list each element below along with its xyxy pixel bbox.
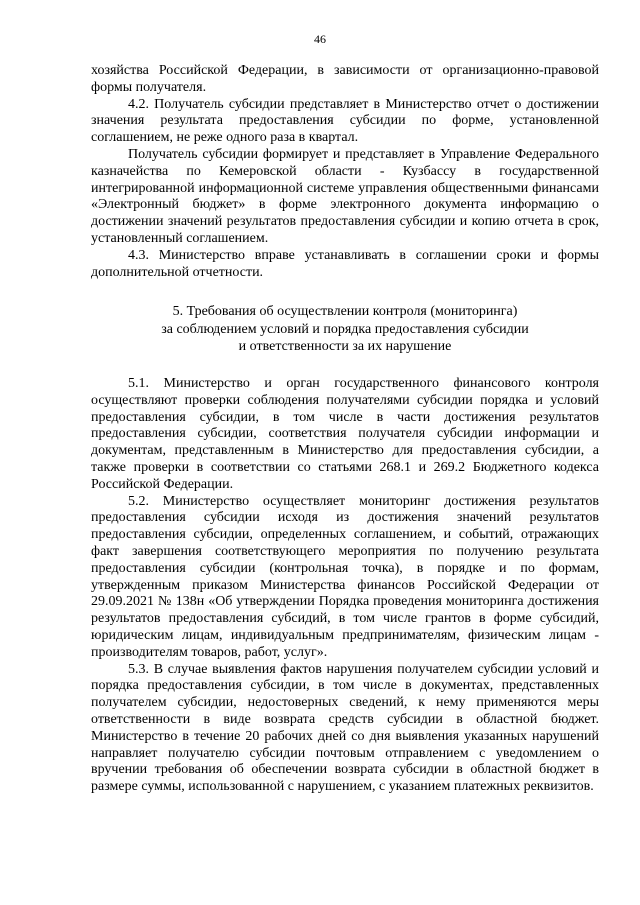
section-heading-line: 5. Требования об осуществлении контроля (мониторинга)	[172, 304, 518, 320]
document-body	[91, 63, 599, 796]
paragraph-5-2: 5.2. Министерство осуществляет мониторинг достижения результатов предоставления субсидии исходя из достижения значений результатов предоставления субсидии, определенных соглашением, и событий, отражающих факт завершения соответствующего мероприятия по получению результата предоставления субсидии (контрольная точка), в порядке и по формам, утвержденным приказом Министерства финансов Российской Федерации от 29.09.2021 № 138н «Об утверждении Порядка проведения мониторинга достижения результатов предоставления субсидий, в том числе грантов в форме субсидий, юридическим лицам, индивидуальным предпринимателям, физическим лицам - производителям товаров, работ, услуг».	[91, 493, 599, 660]
paragraph-4-2: 4.2. Получатель субсидии представляет в Министерство отчет о достижении значения результата предоставления субсидии по форме, установленной соглашением, не реже одного раза в квартал.	[91, 96, 599, 146]
paragraph-5-3: 5.3. В случае выявления фактов нарушения получателем субсидии условий и порядка предоставления субсидии, в том числе в документах, представленных получателем субсидии, недостоверных сведений, к нему применяются меры ответственности в виде возврата средств субсидии в областной бюджет. Министерство в течение 20 рабочих дней со дня выявления указанных нарушений направляет получателю субсидии почтовым отправлением с уведомлением о вручении требования об обеспечении возврата субсидии в областной бюджет в размере суммы, использованной с нарушением, с указанием платежных реквизитов.	[91, 661, 599, 795]
paragraph-5-1: 5.1. Министерство и орган государственного финансового контроля осуществляют проверки соблюдения получателями субсидии порядка и условий предоставления субсидии, в том числе в части достижения результатов предоставления субсидии, соответствия получателя субсидии информации и документам, представленным в Министерство для предоставления субсидии, а также проверки в соответствии со статьями 268.1 и 269.2 Бюджетного кодекса Российской Федерации.	[91, 375, 599, 492]
paragraph-continuation: хозяйства Российской Федерации, в зависимости от организационно-правовой формы получателя.	[91, 63, 599, 95]
paragraph-4-3: 4.3. Министерство вправе устанавливать в соглашении сроки и формы дополнительной отчетности.	[91, 247, 599, 280]
section-heading-line: и ответственности за их нарушение	[238, 338, 452, 354]
page-number: 46	[314, 32, 326, 46]
section-heading-line: за соблюдением условий и порядка предоставления субсидии	[161, 321, 529, 337]
paragraph-4-2-report: Получатель субсидии формирует и представляет в Управление Федерального казначейства по Кемеровской области - Кузбассу в государственной интегрированной информационной системе управления общественными финансами «Электронный бюджет» в форме электронного документа информацию о достижении значений результатов предоставления субсидии и копию отчета в срок, установленный соглашением.	[91, 146, 599, 246]
section-heading	[91, 303, 599, 355]
